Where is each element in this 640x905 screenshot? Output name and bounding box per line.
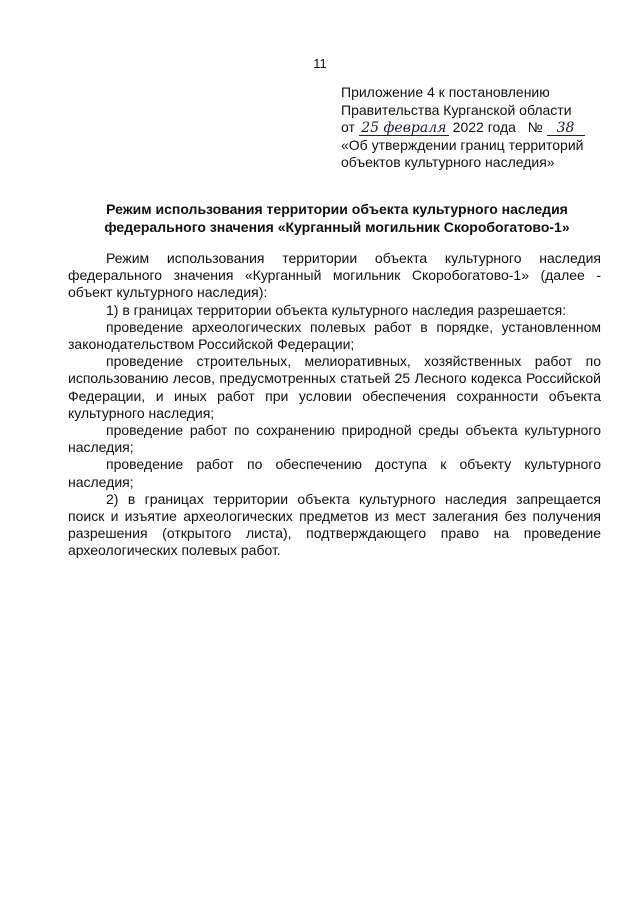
appendix-date-line bbox=[341, 119, 611, 137]
title-line-2: федерального значения «Курганный могильник Скоробогатово-1» bbox=[104, 219, 570, 235]
paragraph-prohibited: 2) в границах территории объекта культурного наследия запрещается поиск и изъятие археологических предметов из мест залегания без получения разрешения (открытого листа), подтверждающего право на проведение археологических полевых работ. bbox=[68, 490, 601, 559]
paragraph-allowed-heading: 1) в границах территории объекта культурного наследия разрешается: bbox=[106, 301, 567, 318]
handwritten-date: 25 февраля bbox=[359, 121, 449, 136]
appendix-subject-line-2: объектов культурного наследия» bbox=[341, 154, 555, 170]
appendix-line-2: Правительства Курганской области bbox=[341, 101, 572, 118]
title-line-1: Режим использования территории объекта культурного наследия bbox=[106, 201, 568, 217]
paragraph-access-works: проведение работ по обеспечению доступа к объекту культурного наследия; bbox=[68, 456, 601, 490]
page-number: 11 bbox=[313, 56, 327, 71]
year-text: 2022 года bbox=[452, 119, 516, 135]
appendix-header bbox=[341, 84, 611, 172]
paragraph-environment-works: проведение работ по сохранению природной среды объекта культурного наследия; bbox=[68, 422, 601, 456]
document-body bbox=[68, 250, 601, 560]
paragraph-archaeological-works: проведение археологических полевых работ в порядке, установленном законодательством Российской Федерации; bbox=[68, 318, 601, 353]
number-prefix: № bbox=[527, 119, 543, 135]
paragraph-construction-works: проведение строительных, мелиоративных, хозяйственных работ по использованию лесов, предусмотренных статьей 25 Лесного кодекса Российской Федерации, и иных работ при условии обеспечения сохранности объекта культурного наследия; bbox=[68, 353, 601, 421]
paragraph-intro: Режим использования территории объекта культурного наследия федерального значения «Курганный могильник Скоробогатово-1» (далее - объект культурного наследия): bbox=[68, 250, 601, 301]
appendix-line-1: Приложение 4 к постановлению bbox=[341, 84, 550, 100]
appendix-subject-line-1: «Об утверждении границ территорий bbox=[341, 136, 584, 153]
handwritten-number: 38 bbox=[547, 121, 585, 136]
date-prefix: от bbox=[341, 119, 355, 135]
document-title bbox=[68, 200, 606, 236]
